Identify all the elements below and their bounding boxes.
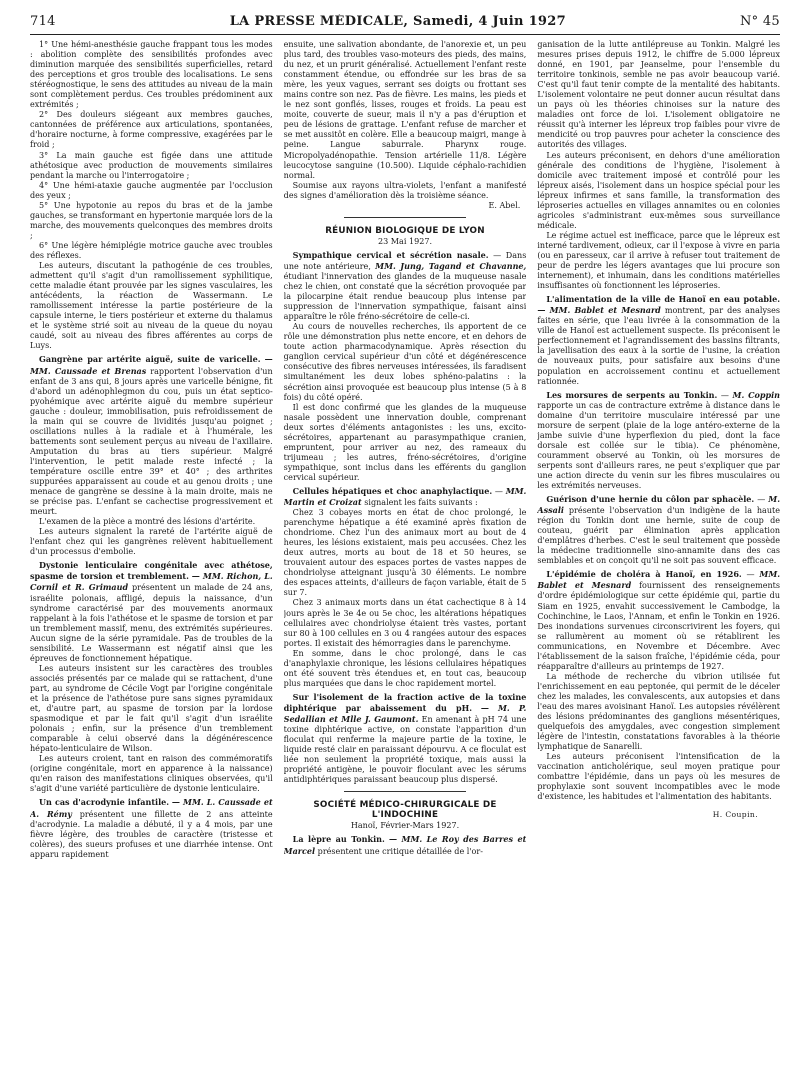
article-heading: Guérison d'une hernie du côlon par sphacèle. [546,494,755,505]
article-text: En amenant à pH 74 une toxine diphtérique active, on constate l'apparition d'un floculat qui renferme la majeure partie de la toxine, le liquide resté clair en paraissant dépourvu. A ce floculat est liée non seulement la propriété toxique, mais aussi la propriété antigène, le pouvoir floculant avec les sérums antidiphtériques paraissant beaucoup plus dispersé. [283,715,527,785]
article-text: — Dans une note antérieure, [283,250,527,271]
article-morsures [537,390,780,491]
article-authors: — MM. Bablet et Mesnard [537,305,661,316]
section-date: 23 Mai 1927. [378,236,433,246]
paragraph: Chez 3 cobayes morts en état de choc prolongé, le parenchyme hépatique a été examiné après fixation de chondriome. Chez l'un des animaux mort au bout de 4 heures, les lésions existaient, mais peu accusées. Chez les deux autres, morts au bout de 18 et 50 heures, se trouvaient autour des espaces portes de vastes nappes de chondriolyse atteignant jusqu'à 30 éléments. Le nombre des espaces atteints, d'ailleurs de façon variable, était de 5 sur 7. [283,508,527,598]
paragraph: Au cours de nouvelles recherches, ils apportent de ce rôle une démonstration plus nette encore, et en dehors de toute action pharmacodynamique. Après résection du ganglion cervical supérieur d'un côté et dégénérescence consécutive des fibres nerveuses intéressées, ils faradisent simultanément les deux lobes sphéno-palatins : la sécrétion ainsi provoquée est beaucoup plus intense (5 à 8 fois) du côté opéré. [283,322,527,402]
article-text: — [720,390,729,400]
article-authors: MM. Jung, Tagand et Chavanne, [375,260,527,271]
article-hernie [537,494,780,566]
paragraph: La méthode de recherche du vibrion utilisée fut l'enrichissement en eau peptonée, qui permit de le déceler chez les malades, les convalescents, aux autopsies et dans l'eau des mares avoisinant Hanoï. Les autopsies révélèrent des lésions prédominantes des ganglions mésentériques, quelquefois des amygdales, avec congestion simplement légère de l'intestin, constatations favorables à la théorie lymphatique de Sanarelli. [537,671,780,752]
section-title: SOCIÉTÉ MÉDICO-CHIRURGICALE DE L'INDOCHINE [313,800,497,821]
column-2 [284,40,527,1070]
article-authors: M. Coppin [732,389,780,400]
article-heading: L'épidémie de choléra à Hanoï, en 1926. [546,569,742,580]
paragraph: Chez 3 animaux morts dans un état cachectique 8 à 14 jours après le 3e 4e ou 5e choc, les altérations hépatiques cellulaires avec chondriolyse étaient très vastes, portant sur 80 à 100 cellules en 3 ou 4 rangées autour des espaces portes. Il existait des hémorragies dans le parenchyme. [283,598,527,648]
article-text: — [494,486,503,496]
article-authors: — MM. Richon, L. Cornil et R. Grimaud [30,571,273,593]
article-text: étudiant l'innervation des glandes de la muqueuse nasale chez le chien, ont constaté que la sécrétion provoquée par la pilocarpine était rendue beaucoup plus intense par suppression de l'innervation sympathique, faisant ainsi apparaître le rôle fréno-sécrétoire de celle-ci. [283,271,527,322]
paragraph: Les auteurs signalent la rareté de l'artérite aiguë de l'enfant chez qui les gangrènes relèvent habituellement d'un processus d'embolie. [30,527,273,557]
article-heading: Les morsures de serpents au Tonkin. [546,389,718,400]
article-acrodynie [30,797,273,859]
page-header [30,14,780,35]
section-divider [344,791,467,792]
section-date: Hanoï, Février-Mars 1927. [350,821,460,831]
section-divider [344,217,467,218]
article-heading: Cellules hépatiques et choc anaphylactique. [292,485,493,496]
article-heading: Sur l'isolement de la fraction active de la toxine diphtérique par abaissement du pH. [283,691,527,713]
article-authors: MM. Bablet et Mesnard [537,569,780,591]
article-text: présentent une critique détaillée de l'or- [317,846,483,856]
article-text: présentent un malade de 24 ans, israélite polonais, affligé, depuis la naissance, d'un syndrome caractérisé par des mouvements anormaux rappelant à la fois l'athétose et le spasme de torsion et par un tremblement massif, menu, des extrémités supérieures. Aucun signe de la série pyramidale. Pas de troubles de la sensibilité. Le Wassermann est négatif ainsi que les épreuves de fonctionnement hépatique. [30,583,273,663]
paragraph: Les auteurs, discutant la pathogénie de ces troubles, admettent qu'il s'agit d'un ramollissement syphilitique, cette maladie étant prouvée par les signes vasculaires, les antécédents, la réaction de Wassermann. Le ramollissement intéresse la partie postérieure de la capsule interne, le tiers postérieur et externe du thalamus et le système strié soit au niveau de la queue du noyau caudé, soit au niveau des fibres afférentes au corps de Luys. [30,261,273,351]
article-heading: Gangrène par artérite aiguë, suite de varicelle. [39,354,261,365]
paragraph: Soumise aux rayons ultra-violets, l'enfant a manifesté des signes d'amélioration dès la troisième séance. [283,180,527,200]
paragraph: Il est donc confirmé que les glandes de la muqueuse nasale possèdent une innervation double, comprenant deux sortes d'éléments antagonistes : les uns, excito-sécrétoires, appartenant au parasympathique cranien, empruntent, pour arriver au nez, des rameaux du trijumeau ; les autres, fréno-sécrétoires, d'origine sympathique, sont inclus dans les efférents du ganglion cervical supérieur. [283,402,527,482]
journal-title: LA PRESSE MÉDICALE, Samedi, 4 Juin 1927 [229,14,566,29]
article-dystonie [30,560,273,663]
paragraph: Les auteurs insistent sur les caractères des troubles associés présentés par ce malade qui se rattachent, d'une part, au syndrome de Cécile Vogt par l'origine congénitale et la présence de l'athétose pure sans signes pyramidaux et, d'autre part, au spasme de torsion par la lordose spasmodique et par le fait qu'il s'agit d'un israélite polonais ; enfin, sur la présence d'un tremblement comparable à celui observé dans la dégénérescence hépato-lenticulaire de Wilson. [30,663,273,754]
article-text: fournissent des renseignements d'ordre épidémiologique sur cette épidémie qui, partie du Siam en 1925, envahit successivement le Cambodge, la Cochinchine, le Laos, l'Annam, et enfin le Tonkin en 1926. Des inondations survenues circonscrivirent les foyers, qui se rallumèrent au moment où se rétablirent les communications, en Novembre et Décembre. Avec l'établissement de la saison fraîche, l'épidémie céda, pour réapparaître d'ailleurs au printemps de 1927. [537,581,780,671]
paragraph: Le régime actuel est inefficace, parce que le lépreux est interné tardivement, odieux, car il l'expose à vivre en paria (ou en paresseux, car il arrive à refuser tout traitement de peur de perdre les légers avantages que lui procure son internement), et inhumain, dans les conditions matérielles insuffisantes où fonctionnent les léproseries. [537,230,780,291]
article-authors: M. Assali [537,494,780,516]
article-sympathique [284,250,527,322]
paragraph: 1° Une hémi-anesthésie gauche frappant tous les modes : abolition complète des sensibilités profondes avec diminution marquée des sensibilités superficielles, retard des perceptions et gros trouble des localisations. Le sens stéréognostique, le sens des attitudes au niveau de la main sont complètement perdus. Ces troubles prédominent aux extrémités ; [30,40,273,110]
paragraph: Les auteurs préconisent, en dehors d'une amélioration générale des conditions de l'hygiène, l'isolement à domicile avec traitement imposé et contrôlé pour les lépreux aisés, l'isolement dans un hospice spécial pour les lépreux infirmes et sans famille, la transformation des léproseries actuelles en villages annamites ou en colonies agricoles s'administrant eux-mêmes sous surveillance médicale. [537,150,780,230]
paragraph: ganisation de la lutte antilépreuse au Tonkin. Malgré les mesures prises depuis 1912, le chiffre de 5.000 lépreux donné, en 1901, par Jeanselme, pour l'ensemble du territoire tonkinois, semble ne pas avoir beaucoup varié. C'est qu'il faut tenir compte de la mentalité des habitants. L'isolement volontaire ne peut donner aucun résultat dans un pays où les théories chinoises sur la nature des maladies ont force de loi. L'isolement obligatoire ne réussit qu'à interner les lépreux trop faibles pour vivre de mendicité ou trop pauvres pour acheter la conscience des autorités des villages. [537,40,780,150]
issue-number: N° 45 [739,14,780,29]
article-heading: Un cas d'acrodynie infantile. [39,797,170,808]
paragraph: 4° Une hémi-ataxie gauche augmentée par l'occlusion des yeux ; [30,180,273,200]
article-text: rapporte un cas de contracture extrême à distance dans le domaine d'un territoire musculaire intéressé par une morsure de serpent (plaie de la loge antéro-externe de la jambe suivie d'une hyperflexion du pied, dont la face dorsale est collée sur le tibia). Ce phénomène, couramment observé au Tonkin, où les morsures de serpents sont d'ailleurs rares, ne peut s'expliquer que par une action directe du venin sur les fibres musculaires ou les extrémités nerveuses. [537,400,780,491]
paragraph: 5° Une hypotonie au repos du bras et de la jambe gauches, se transformant en hypertonie marquée lors de la marche, des mouvements quelconques des membres droits ; [30,200,273,240]
article-gangrene [30,354,273,517]
paragraph: Les auteurs préconisent l'intensification de la vaccination anticholérique, seul moyen pratique pour combattre l'épidémie, dans un pays où les mesures de prophylaxie sont souvent incompatibles avec le mode d'existence, les habitudes et l'alimentation des habitants. [537,752,780,802]
section-title: RÉUNION BIOLOGIQUE DE LYON [325,225,485,236]
article-text: présente l'observation d'un indigène de la haute région du Tonkin dont une hernie, suite de coup de couteau, guérit par élimination après application d'emplâtres d'herbes. C'est le seul traitement que possède la médecine traditionnelle sino-annamite dans des cas semblables et on conçoit qu'il ne soit pas souvent efficace. [537,506,780,566]
paragraph: L'examen de la pièce a montré des lésions d'artérite. [39,517,256,527]
article-heading: La lèpre au Tonkin. [292,834,385,845]
text-columns [30,40,780,1070]
column-3 [537,40,780,1070]
article-authors: — MM. Le Roy des Barres et Marcel [283,834,527,856]
article-text: présentent une fillette de 2 ans atteinte d'acrodynie. La maladie a débuté, il y a 4 mois, par une fièvre légère, des troubles de caractère (tristesse et colères), des sueurs profuses et une diarrhée intense. Ont apparu rapidement [30,809,273,859]
article-heading: Dystonie lenticulaire congénitale avec athétose, spasme de torsion et tremblement. [30,560,273,582]
article-cholera [537,569,780,671]
paragraph: 3° La main gauche est figée dans une attitude athétosique avec production de mouvements similaires pendant la marche ou l'interrogatoire ; [30,150,273,180]
newspaper-page [30,14,780,1076]
article-cellules [284,486,527,508]
article-toxine [284,692,527,785]
article-heading: L'alimentation de la ville de Hanoï en eau potable. [546,294,780,305]
column-1 [30,40,273,1070]
article-authors: — MM. Caussade et Brenas [30,354,273,376]
page-number: 714 [30,14,56,29]
paragraph: ensuite, une salivation abondante, de l'anorexie et, un peu plus tard, des troubles vaso-moteurs des pieds, des mains, du nez, et un prurit généralisé. Actuellement l'enfant reste constamment étendue, ou effondrée sur les bras de sa mère, les yeux vagues, serrant ses doigts ou frottant ses mains contre son nez. Pas de fièvre. Les mains, les pieds et le nez sont gonflés, lisses, rouges et froids. La peau est moite, couverte de sueur, mais il n'y a pas d'éruption et peu de lésions de grattage. L'enfant refuse de marcher et se met aussitôt en colère. Elle a beaucoup maigri, mange à peine. Langue saburrale. Pharynx rouge. Micropolyadénopathie. Tension artérielle 11/8. Légère leucocytose sanguine (10.500). Liquide céphalo-rachidien normal. [283,40,527,180]
article-heading: Sympathique cervical et sécrétion nasale. [292,249,489,260]
paragraph: Les auteurs croient, tant en raison des commémoratifs (origine congénitale, mort en apparence à la naissance) qu'en raison des manifestations cliniques observées, qu'il s'agit d'une variété particulière de dystonie lenticulaire. [30,754,273,794]
paragraph: 6° Une légère hémiplégie motrice gauche avec troubles des réflexes. [30,240,273,260]
article-text: signalent les faits suivants : [364,498,478,508]
article-authors: — M. P. Sedallian et Mlle J. Gaumont. [283,702,527,724]
article-authors: MM. Martin et Croizat [283,485,527,508]
article-text: — [746,570,755,580]
signature: E. Abel. [488,200,521,210]
article-lepre [284,834,527,856]
article-text: rapportent l'observation d'un enfant de 3 ans qui, 8 jours après une varicelle bénigne, fit d'abord un adénophlegmon du cou, puis un état septico-pyohémique avec artérite aiguë du membre supérieur gauche : douleur, immobilisation, puis refroidissement de la main qui se couvre de lividités jusqu'au poignet ; oscillations nulles à la radiale et à l'humérale, les battements sont seulement perçus au niveau de l'axillaire. Amputation du bras au tiers supérieur. Malgré l'intervention, le petit malade reste infecté ; la température oscille entre 39° et 40° ; des arthrites suppurées apparaissent au coude et au genou droits ; une menace de gangrène se dessine à la main droite, mais ne se précise pas. L'enfant se cachectise progressivement et meurt. [30,366,273,517]
article-text: — [757,495,766,505]
signature: H. Coupin. [712,810,759,820]
paragraph: 2° Des douleurs siégeant aux membres gauches, cantonnées de préférence aux articulations, spontanées, d'horaire nocturne, à forme compressive, exagérées par le froid ; [30,110,273,150]
paragraph: En somme, dans le choc prolongé, dans le cas d'anaphylaxie chronique, les lésions cellulaires hépatiques ont été souvent très étendues et, en tout cas, beaucoup plus marquées que dans le choc rapidement mortel. [283,648,527,688]
article-text: montrent, par des analyses faites en série, que l'eau livrée à la consommation de la ville de Hanoï est actuellement suspecte. Ils préconisent le perfectionnement et l'agrandissement des bassins filtrants, la javellisation des eaux à la sortie de l'usine, la création de nouveaux puits, pour satisfaire aux besoins d'une population en accroissement continu et actuellement rationnée. [537,306,780,386]
article-authors: — MM. L. Caussade et A. Rémy [30,797,273,819]
article-alimentation [537,294,780,386]
